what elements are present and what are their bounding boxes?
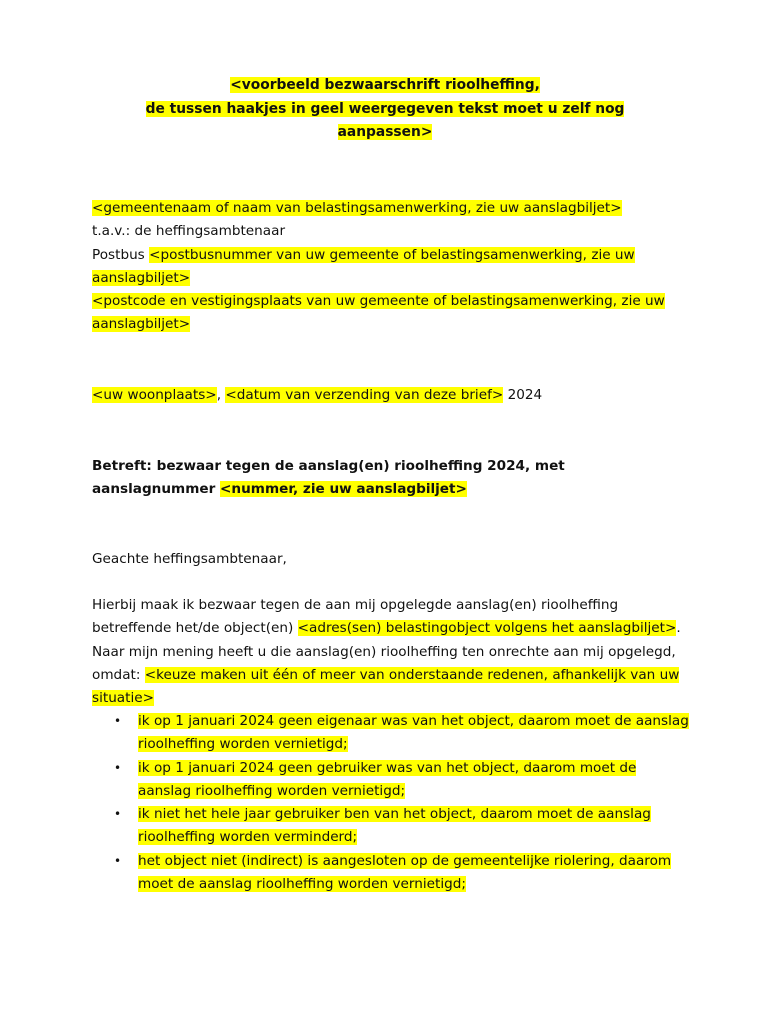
postcode-city-placeholder: <postcode en vestigingsplaats van uw gemeente of belastingsamenwerking, zie uw aanslagbiljet>: [92, 293, 665, 333]
list-item: [92, 850, 692, 897]
place-placeholder: <uw woonplaats>: [92, 387, 217, 403]
reason-text: ik niet het hele jaar gebruiker ben van het object, daarom moet de aanslag rioolheffing worden verminderd;: [138, 806, 651, 846]
title-line-2: de tussen haakjes in geel weergegeven tekst moet u zelf nog: [145, 100, 625, 117]
object-placeholder: <adres(sen) belastingobject volgens het aanslagbiljet>: [297, 620, 677, 637]
list-item: [92, 803, 692, 850]
page-title: [92, 74, 678, 145]
salutation: Geachte heffingsambtenaar,: [92, 551, 287, 567]
body-intro: Hierbij maak ik bezwaar tegen de aan mij opgelegde aanslag(en) rioolheffing betreffende het/de object(en): [92, 597, 619, 637]
bullet-icon: •: [114, 853, 122, 868]
municipality-placeholder: <gemeentenaam of naam van belastingsamenwerking, zie uw aanslagbiljet>: [92, 200, 622, 216]
postbus-placeholder: <postbusnummer van uw gemeente of belastingsamenwerking, zie uw aanslagbiljet>: [92, 246, 635, 286]
bullet-icon: •: [114, 760, 122, 775]
body-middle: . Naar mijn mening heeft u die aanslag(en) rioolheffing ten onrechte aan mij opgelegd, omdat:: [92, 620, 681, 683]
subject-line: [92, 455, 682, 502]
list-item: [92, 710, 692, 757]
title-line-3: aanpassen>: [337, 124, 433, 140]
postbus-label: Postbus: [92, 246, 145, 263]
bullet-icon: •: [114, 807, 122, 822]
recipient-address: [92, 197, 682, 337]
list-item: [92, 757, 692, 804]
subject-text: Betreft: bezwaar tegen de aanslag(en) rioolheffing 2024, met aanslagnummer: [92, 458, 565, 498]
reason-text: ik op 1 januari 2024 geen gebruiker was van het object, daarom moet de aanslag rioolheffing worden vernietigd;: [138, 759, 637, 799]
choice-placeholder: <keuze maken uit één of meer van onderstaande redenen, afhankelijk van uw situatie>: [92, 666, 680, 707]
bullet-icon: •: [114, 714, 122, 728]
body-paragraph: [92, 594, 682, 710]
date-line: [92, 384, 682, 407]
reason-text: het object niet (indirect) is aangesloten op de gemeentelijke riolering, daarom moet de aanslag rioolheffing worden vernietigd;: [138, 852, 672, 893]
attention-line: t.a.v.: de heffingsambtenaar: [92, 223, 286, 240]
reason-text: ik op 1 januari 2024 geen eigenaar was van het object, daarom moet de aanslag rioolheffing worden vernietigd;: [138, 713, 689, 753]
date-separator: ,: [216, 387, 222, 403]
year: 2024: [507, 387, 543, 403]
date-placeholder: <datum van verzending van deze brief>: [225, 387, 504, 403]
reasons-list: [92, 710, 692, 896]
title-line-1: <voorbeeld bezwaarschrift rioolheffing,: [230, 77, 540, 93]
assessment-number-placeholder: <nummer, zie uw aanslagbiljet>: [220, 481, 467, 498]
